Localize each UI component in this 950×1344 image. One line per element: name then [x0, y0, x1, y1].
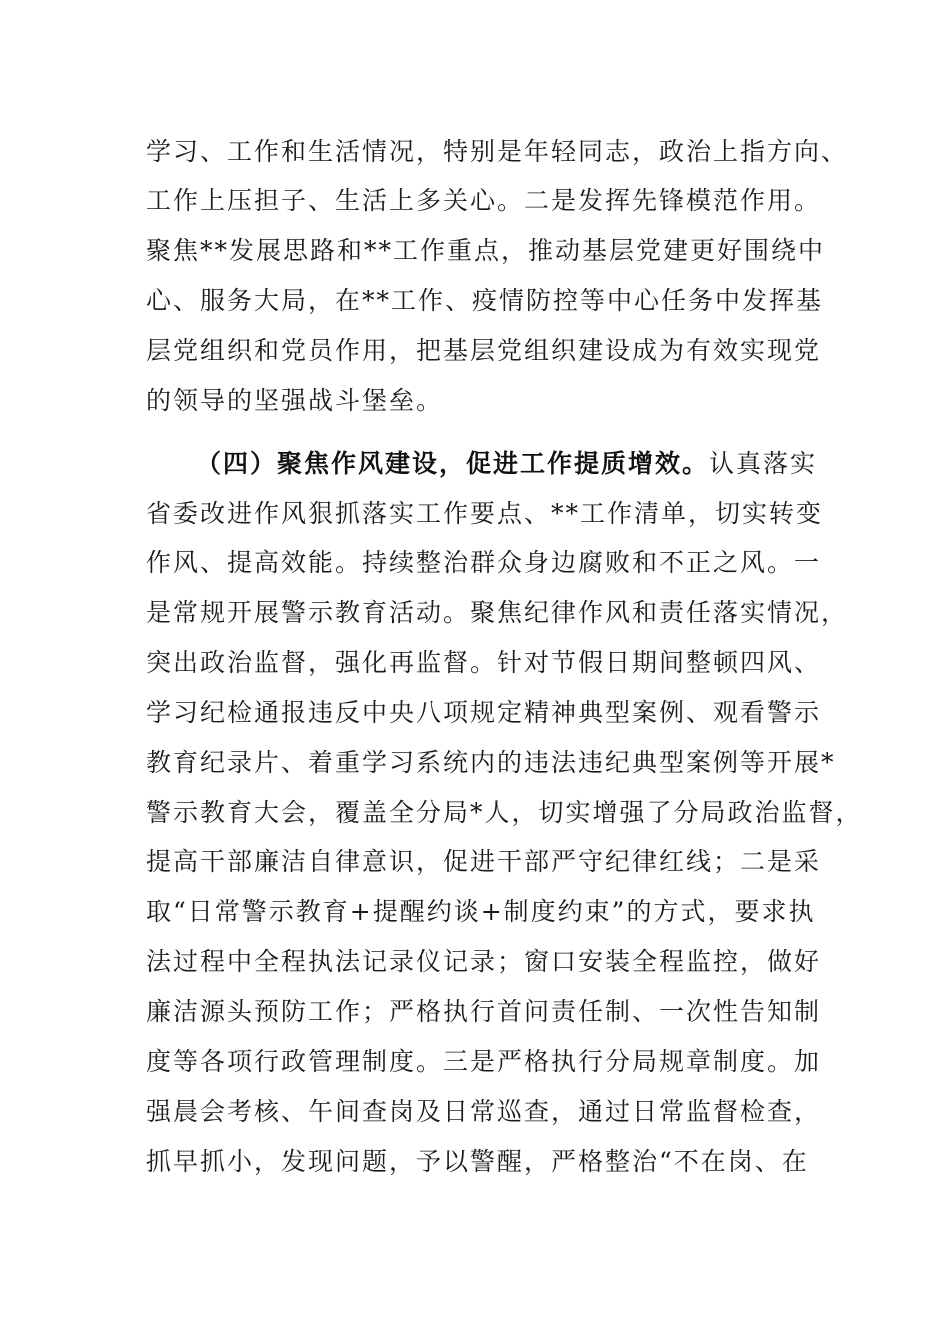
- text-line: 法过程中全程执法记录仪记录；窗口安装全程监控，做好: [146, 947, 822, 976]
- text-line: 教育纪录片、着重学习系统内的违法违纪典型案例等开展*: [146, 748, 836, 777]
- text-line: 层党组织和党员作用，把基层党组织建设成为有效实现党: [146, 336, 822, 365]
- section-heading: （四）聚焦作风建设，促进工作提质增效。: [196, 449, 710, 478]
- text-line: 突出政治监督，强化再监督。针对节假日期间整顿四风、: [146, 648, 822, 677]
- text-line: 工作上压担子、生活上多关心。二是发挥先锋模范作用。: [146, 186, 822, 215]
- heading-line-rest: 认真落实: [709, 449, 818, 478]
- text-line: 学习、工作和生活情况，特别是年轻同志，政治上指方向、: [146, 137, 849, 166]
- text-line: 廉洁源头预防工作；严格执行首问责任制、一次性告知制: [146, 997, 822, 1026]
- text-line: 聚焦**发展思路和**工作重点，推动基层党建更好围绕中: [146, 236, 826, 265]
- text-line: 作风、提高效能。持续整治群众身边腐败和不正之风。一: [146, 548, 822, 577]
- text-line: 抓早抓小，发现问题，予以警醒，严格整治“不在岗、在: [146, 1147, 809, 1176]
- text-line: 是常规开展警示教育活动。聚焦纪律作风和责任落实情况，: [146, 598, 849, 627]
- text-line: 警示教育大会，覆盖全分局*人，切实增强了分局政治监督，: [146, 798, 863, 827]
- text-line: 度等各项行政管理制度。三是严格执行分局规章制度。加: [146, 1047, 822, 1076]
- text-line: 取“日常警示教育+提醒约谈+制度约束”的方式，要求执: [146, 897, 816, 926]
- text-line: 的领导的坚强战斗堡垒。: [146, 386, 444, 415]
- section-heading-line: [196, 439, 817, 489]
- text-line: 强晨会考核、午间查岗及日常巡查，通过日常监督检查，: [146, 1097, 822, 1126]
- text-line: 提高干部廉洁自律意识，促进干部严守纪律红线；二是采: [146, 847, 822, 876]
- text-line: 学习纪检通报违反中央八项规定精神典型案例、观看警示: [146, 698, 822, 727]
- text-line: 省委改进作风狠抓落实工作要点、**工作清单，切实转变: [146, 499, 824, 528]
- text-line: 心、服务大局，在**工作、疫情防控等中心任务中发挥基: [146, 286, 824, 315]
